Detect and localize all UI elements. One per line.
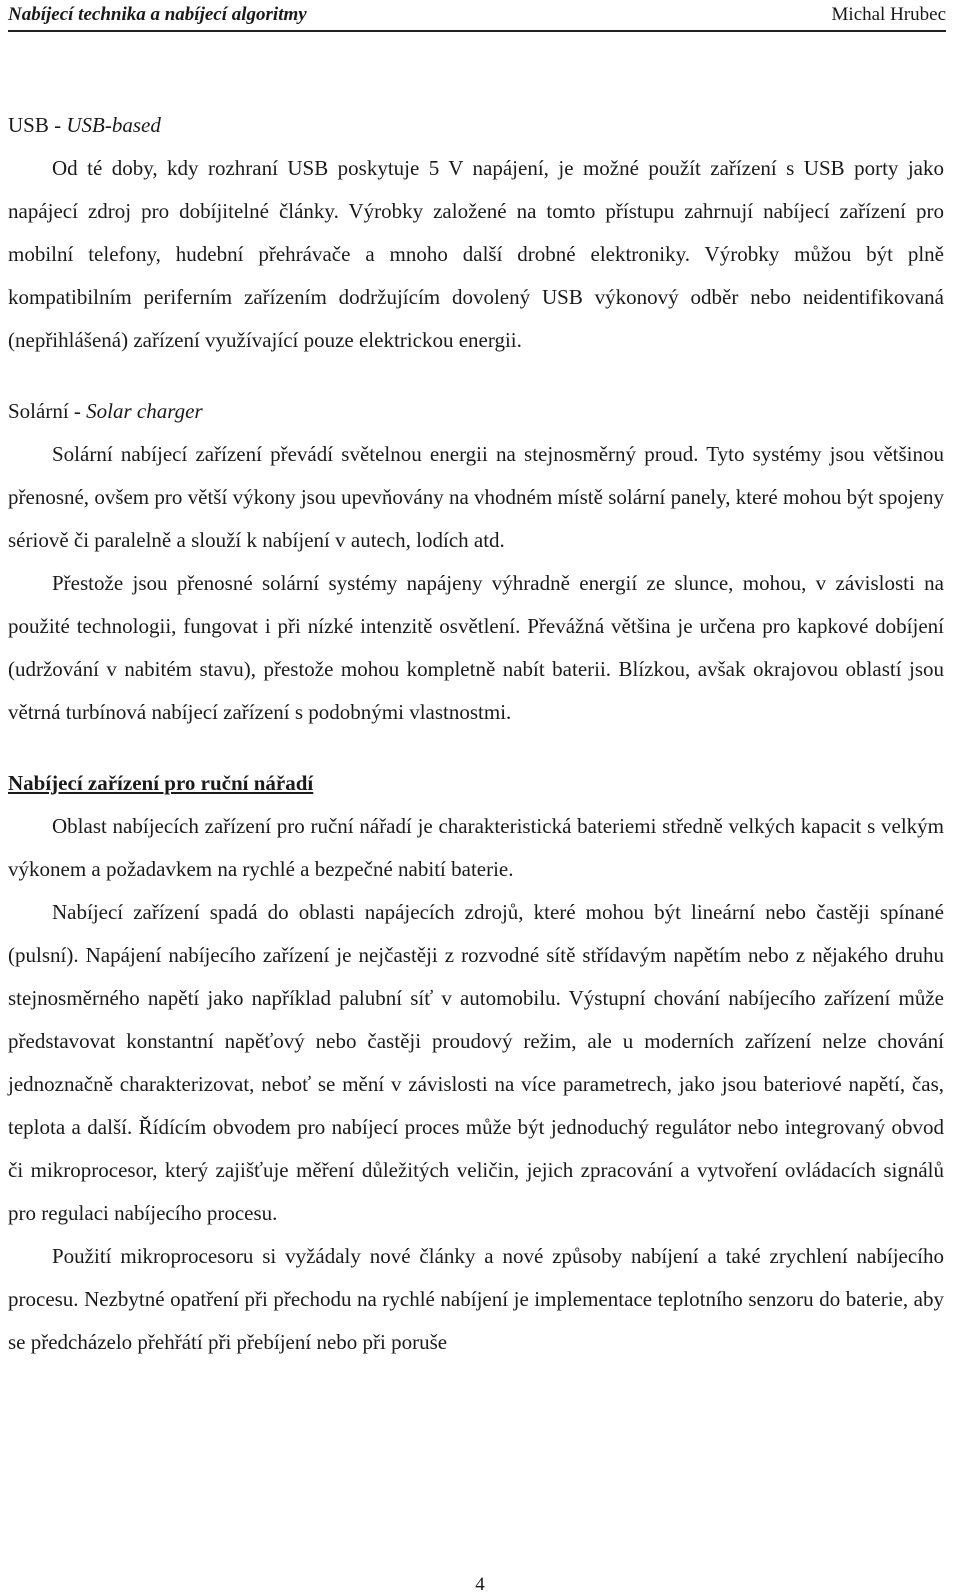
- solar-paragraph-2: Přestože jsou přenosné solární systémy napájeny výhradně energií ze slunce, mohou, v závislosti na použité technologii, fungovat i při nízké intenzitě osvětlení. Převážná většina je určena pro kapkové dobíjení (udržování v nabitém stavu), přestože mohou kompletně nabít baterii. Blízkou, avšak okrajovou oblastí jsou větrná turbínová nabíjecí zařízení s podobnými vlastnostmi.: [8, 571, 944, 724]
- header-author: Michal Hrubec: [831, 4, 946, 25]
- tools-section-title: Nabíjecí zařízení pro ruční nářadí: [8, 771, 314, 795]
- solar-paragraph-1: Solární nabíjecí zařízení převádí světelnou energii na stejnosměrný proud. Tyto systémy jsou většinou přenosné, ovšem pro větší výkony jsou upevňovány na vhodném místě solární panely, které mohou být spojeny sériově či paralelně a slouží k nabíjení v autech, lodích atd.: [8, 442, 944, 552]
- page-number: 4: [475, 1574, 485, 1595]
- tools-paragraph-1: Oblast nabíjecích zařízení pro ruční nářadí je charakteristická bateriemi středně velkých kapacit s velkým výkonem a požadavkem na rychlé a bezpečné nabití baterie.: [8, 814, 944, 881]
- tools-paragraph-2: Nabíjecí zařízení spadá do oblasti napájecích zdrojů, které mohou být lineární nebo častěji spínané (pulsní). Napájení nabíjecího zařízení je nejčastěji z rozvodné sítě střídavým napětím nebo z nějakého druhu stejnosměrného napětí jako například palubní síť v automobilu. Výstupní chování nabíjecího zařízení může představovat konstantní napěťový nebo častěji proudový režim, ale u moderních zařízení nelze chování jednoznačně charakterizovat, neboť se mění v závislosti na více parametrech, jako jsou bateriové napětí, čas, teplota a další. Řídícím obvodem pro nabíjecí proces může být jednoduchý regulátor nebo integrovaný obvod či mikroprocesor, který zajišťuje měření důležitých veličin, jejich zpracování a vytvoření ovládacích signálů pro regulaci nabíjecího procesu.: [8, 900, 944, 1225]
- page-content: [8, 104, 944, 1364]
- solar-heading-italic: Solar charger: [86, 399, 203, 423]
- usb-heading-italic: USB-based: [66, 113, 161, 137]
- tools-paragraph-3: Použití mikroprocesoru si vyžádaly nové články a nové způsoby nabíjení a také zrychlení nabíjecího procesu. Nezbytné opatření při přechodu na rychlé nabíjení je implementace teplotního senzoru do baterie, aby se předcházelo přehřátí při přebíjení nebo při poruše: [8, 1244, 944, 1354]
- usb-heading: [8, 104, 944, 147]
- usb-paragraph: Od té doby, kdy rozhraní USB poskytuje 5 V napájení, je možné použít zařízení s USB porty jako napájecí zdroj pro dobíjitelné články. Výrobky založené na tomto přístupu zahrnují nabíjecí zařízení pro mobilní telefony, hudební přehrávače a mnoho další drobné elektroniky. Výrobky můžou být plně kompatibilním periferním zařízením dodržujícím dovolený USB výkonový odběr nebo neidentifikovaná (nepřihlášená) zařízení využívající pouze elektrickou energii.: [8, 156, 944, 352]
- header-document-title: Nabíjecí technika a nabíjecí algoritmy: [8, 4, 307, 25]
- solar-heading: [8, 390, 944, 433]
- usb-heading-text: USB -: [8, 113, 67, 137]
- page-header: [8, 0, 946, 32]
- solar-heading-text: Solární -: [8, 399, 87, 423]
